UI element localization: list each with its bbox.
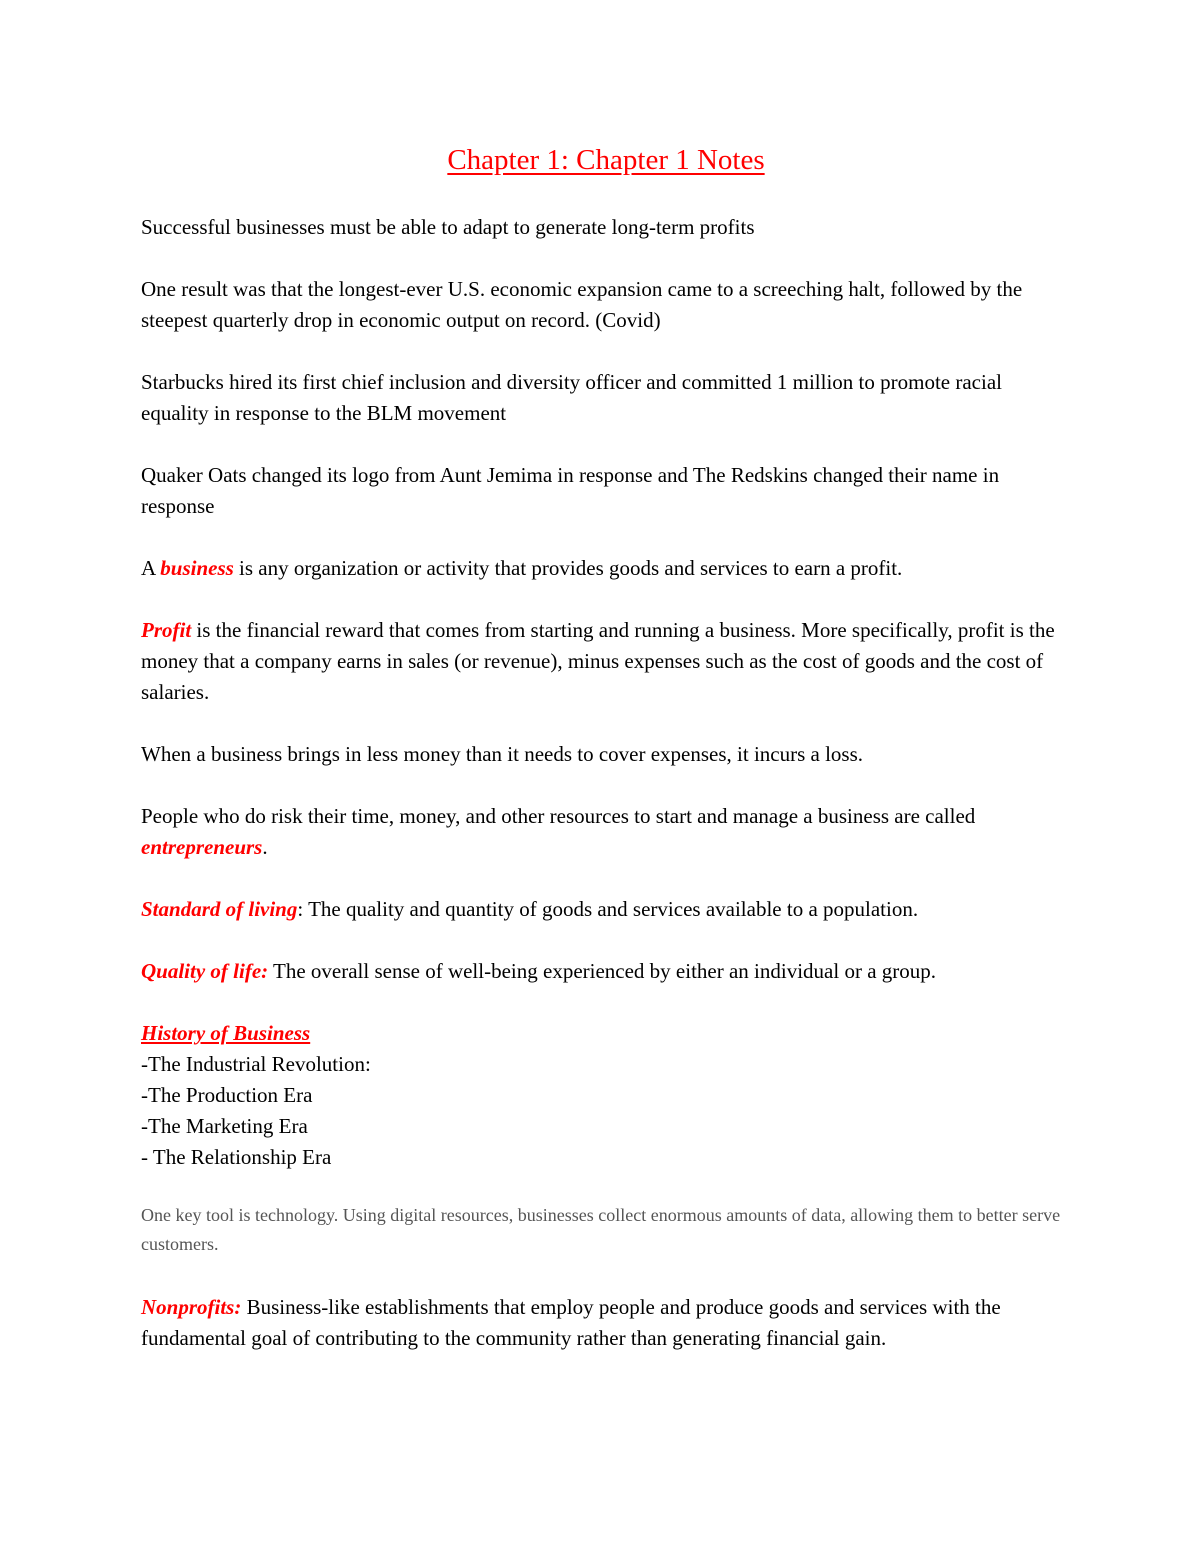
term-quality-of-life: Quality of life: — [141, 959, 269, 983]
page-title: Chapter 1: Chapter 1 Notes — [447, 144, 765, 176]
paragraph-profit-definition — [141, 615, 1071, 708]
paragraph-business-definition — [141, 553, 1071, 584]
paragraph-standard-of-living — [141, 894, 1071, 925]
history-list — [141, 1049, 1071, 1173]
term-entrepreneurs: entrepreneurs — [141, 835, 263, 859]
list-item: -The Marketing Era — [141, 1114, 308, 1138]
section-heading-history: History of Business — [141, 1021, 311, 1045]
paragraph-adapt: Successful businesses must be able to adapt to generate long-term profits — [141, 215, 755, 239]
text-segment: Business-like establishments that employ people and produce goods and services with the fundamental goal of contributing to the community rather than generating financial gain. — [141, 1295, 1001, 1350]
text-segment: . — [262, 835, 268, 859]
paragraph-quaker-oats: Quaker Oats changed its logo from Aunt Jemima in response and The Redskins changed their name in response — [141, 463, 1000, 518]
paragraph-nonprofits — [141, 1292, 1071, 1354]
paragraph-covid: One result was that the longest-ever U.S. economic expansion came to a screeching halt, followed by the steepest quarterly drop in economic output on record. (Covid) — [141, 277, 1023, 332]
list-item: -The Production Era — [141, 1083, 313, 1107]
document-page — [141, 138, 1071, 1385]
text-segment: People who do risk their time, money, and other resources to start and manage a business are called — [141, 804, 976, 828]
term-profit: Profit — [141, 618, 192, 642]
list-item: -The Industrial Revolution: — [141, 1052, 371, 1076]
paragraph-entrepreneurs — [141, 801, 1071, 863]
text-segment: The overall sense of well-being experienced by either an individual or a group. — [268, 959, 937, 983]
term-standard-of-living: Standard of living — [141, 897, 298, 921]
paragraph-starbucks: Starbucks hired its first chief inclusion and diversity officer and committed 1 million to promote racial equality in response to the BLM movement — [141, 370, 1002, 425]
list-item: - The Relationship Era — [141, 1145, 332, 1169]
text-segment: is any organization or activity that provides goods and services to earn a profit. — [233, 556, 903, 580]
paragraph-technology: One key tool is technology. Using digital resources, businesses collect enormous amounts of data, allowing them to better serve customers. — [141, 1205, 1061, 1254]
term-business: business — [160, 556, 234, 580]
text-segment: : The quality and quantity of goods and services available to a population. — [297, 897, 919, 921]
text-segment: A — [141, 556, 161, 580]
text-segment: is the financial reward that comes from starting and running a business. More specifically, profit is the money that a company earns in sales (or revenue), minus expenses such as the cost of goods and the cost of salaries. — [141, 618, 1055, 704]
paragraph-quality-of-life — [141, 956, 1071, 987]
term-nonprofits: Nonprofits: — [141, 1295, 242, 1319]
paragraph-loss: When a business brings in less money than it needs to cover expenses, it incurs a loss. — [141, 742, 864, 766]
